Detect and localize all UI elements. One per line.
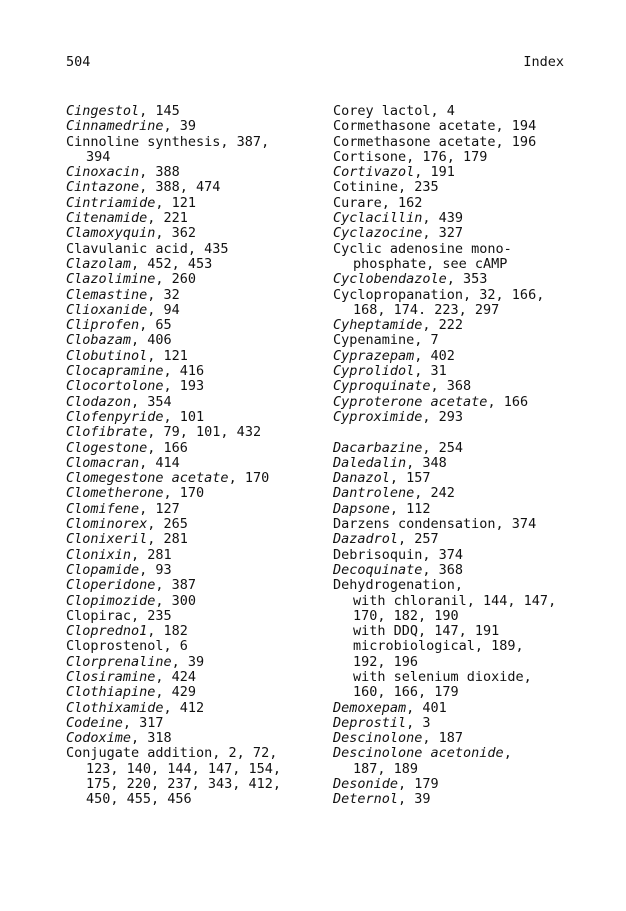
index-pages: , 429: [155, 684, 197, 701]
index-entry: [333, 517, 595, 532]
index-term: Cintazone: [66, 179, 140, 196]
index-term: Clopirac, 235: [66, 607, 172, 624]
index-pages: , 416: [163, 363, 205, 380]
index-term: 168, 174. 223, 297: [353, 301, 500, 318]
index-term: Dapsone: [333, 500, 390, 517]
index-pages: , 388: [139, 164, 180, 181]
index-term: Cloperidone: [66, 577, 156, 594]
index-term: 394: [86, 148, 111, 165]
page-number: 504: [66, 54, 91, 70]
index-entry: [66, 242, 324, 257]
index-subentry: [333, 594, 595, 609]
index-term: Clogestone: [66, 439, 148, 456]
index-pages: , 242: [414, 485, 455, 502]
index-pages: , 39: [163, 118, 197, 135]
index-entry: [333, 731, 595, 746]
index-entry: [333, 349, 595, 364]
index-entry: [333, 196, 595, 211]
index-pages: , 317: [122, 714, 164, 731]
index-term: Cypenamine, 7: [333, 332, 439, 349]
index-entry: [333, 180, 595, 195]
page-header: [66, 54, 564, 74]
index-term: Cinnamedrine: [66, 118, 164, 135]
index-pages: , 145: [139, 103, 180, 119]
index-pages: , 157: [389, 470, 431, 487]
index-subentry: [333, 762, 595, 777]
index-term: Cyclic adenosine mono-: [333, 240, 512, 257]
index-pages: , 112: [389, 500, 431, 517]
index-subentry: [333, 257, 595, 272]
index-subentry: [333, 670, 595, 685]
index-term: Cyclazocine: [333, 225, 423, 242]
index-entry: [66, 288, 324, 303]
index-entry: [66, 333, 324, 348]
index-pages: , 179: [398, 776, 439, 793]
index-term: Cloprostenol, 6: [66, 638, 188, 655]
index-entry: [333, 502, 595, 517]
index-entry: [333, 364, 595, 379]
index-term: Codeine: [66, 714, 123, 731]
index-entry: [333, 318, 595, 333]
index-entry: [333, 395, 595, 410]
index-term: Dazadrol: [333, 531, 399, 548]
index-subentry: [333, 609, 595, 624]
index-term: 187, 189: [353, 760, 419, 777]
index-entry: [333, 288, 595, 303]
index-entry: [66, 303, 324, 318]
index-pages: , 170: [228, 470, 270, 487]
index-entry: [66, 318, 324, 333]
index-term: Cortivazol: [333, 164, 415, 181]
index-entry: [66, 746, 324, 761]
index-pages: , 362: [155, 225, 197, 242]
index-term: Cyproquinate: [333, 378, 431, 395]
index-term: phosphate, see cAMP: [353, 255, 508, 272]
index-term: 192, 196: [353, 653, 419, 670]
index-pages: , 32: [147, 286, 180, 303]
index-entry: [333, 777, 595, 792]
index-entry: [333, 410, 595, 425]
index-pages: , 94: [147, 301, 180, 318]
index-subentry: [333, 303, 595, 318]
index-term: with chloranil, 144, 147,: [353, 592, 557, 609]
index-term: Cyclacillin: [333, 210, 423, 227]
index-subentry: [333, 624, 595, 639]
index-term: Cyclopropanation, 32, 166,: [333, 286, 545, 303]
index-term: Desonide: [333, 776, 399, 793]
index-term: Dantrolene: [333, 485, 415, 502]
index-pages: , 121: [155, 194, 197, 211]
index-entry: [66, 441, 324, 456]
index-entry: [333, 242, 595, 257]
index-term: Descinolone: [333, 730, 423, 747]
index-pages: , 401: [406, 699, 447, 716]
index-term: Clodazon: [66, 393, 132, 410]
index-entry: [333, 486, 595, 501]
index-entry: [66, 364, 324, 379]
index-term: Clamoxyquin: [66, 225, 156, 242]
index-entry: [333, 226, 595, 241]
index-entry: [66, 670, 324, 685]
index-pages: , 39: [171, 653, 205, 670]
index-pages: , 406: [131, 332, 172, 349]
index-entry: [66, 609, 324, 624]
index-entry: [333, 119, 595, 134]
index-entry: [66, 548, 324, 563]
index-term: Cliprofen: [66, 317, 140, 334]
index-term: Clofibrate: [66, 424, 148, 441]
index-entry: [66, 257, 324, 272]
index-pages: , 127: [139, 500, 180, 517]
index-term: Clonixin: [66, 546, 132, 563]
index-entry: [66, 349, 324, 364]
index-pages: , 414: [139, 454, 180, 471]
index-subentry: [66, 777, 324, 792]
index-term: Clomifene: [66, 500, 140, 517]
index-entry: [66, 395, 324, 410]
index-term: Cinoxacin: [66, 164, 140, 181]
index-term: Clorprenaline: [66, 653, 172, 670]
index-term: Clocapramine: [66, 363, 164, 380]
index-entry: [333, 578, 595, 593]
index-term: Clomacran: [66, 454, 140, 471]
index-entry: [333, 548, 595, 563]
index-pages: , 257: [398, 531, 439, 548]
index-entry: [333, 792, 595, 807]
index-entry: [333, 532, 595, 547]
index-entry: [66, 563, 324, 578]
index-term: Clavulanic acid, 435: [66, 240, 229, 257]
index-entry: [333, 701, 595, 716]
index-term: Debrisoquin, 374: [333, 546, 464, 563]
index-pages: , 281: [147, 531, 188, 548]
index-term: Cyclobendazole: [333, 271, 447, 288]
index-term: Clometherone: [66, 485, 164, 502]
index-entry: [333, 150, 595, 165]
index-term: Clopredno1: [66, 623, 148, 640]
index-subentry: [66, 762, 324, 777]
index-entry: [66, 119, 324, 134]
index-term: Codoxime: [66, 730, 132, 747]
index-pages: , 265: [147, 516, 188, 533]
index-term: Cyproterone acetate: [333, 393, 488, 410]
index-term: Cortisone, 176, 179: [333, 148, 488, 165]
index-entry: [66, 165, 324, 180]
index-term: Clocortolone: [66, 378, 164, 395]
index-pages: ,: [503, 745, 512, 762]
index-term: 160, 166, 179: [353, 684, 459, 701]
index-entry: [66, 135, 324, 150]
index-entry: [333, 104, 595, 119]
index-pages: , 368: [430, 378, 472, 395]
index-term: Decoquinate: [333, 561, 423, 578]
index-entry: [66, 486, 324, 501]
index-pages: , 439: [422, 210, 464, 227]
index-pages: , 193: [163, 378, 205, 395]
index-term: Corey lactol, 4: [333, 103, 455, 119]
index-term: Daledalin: [333, 454, 407, 471]
index-term: Deternol: [333, 791, 399, 808]
index-entry: [333, 471, 595, 486]
index-term: Citenamide: [66, 210, 148, 227]
index-pages: , 31: [414, 363, 447, 380]
index-term: Descinolone acetonide: [333, 745, 504, 762]
index-entry: [66, 578, 324, 593]
index-pages: , 354: [131, 393, 172, 410]
index-term: Cyheptamide: [333, 317, 423, 334]
index-entry: [66, 226, 324, 241]
index-term: Clobazam: [66, 332, 132, 349]
index-term: 170, 182, 190: [353, 607, 459, 624]
index-entry: [66, 410, 324, 425]
index-pages: , 368: [422, 561, 464, 578]
index-entry: [66, 517, 324, 532]
index-entry: [66, 716, 324, 731]
index-term: 123, 140, 144, 147, 154,: [86, 760, 282, 777]
index-entry: [333, 746, 595, 761]
index-term: Clazolimine: [66, 271, 156, 288]
index-entry: [66, 471, 324, 486]
index-entry: [333, 379, 595, 394]
index-term: Clopamide: [66, 561, 140, 578]
index-pages: , 293: [422, 408, 464, 425]
index-pages: , 221: [147, 210, 188, 227]
index-pages: , 182: [147, 623, 188, 640]
index-entry: [66, 685, 324, 700]
index-term: with selenium dioxide,: [353, 668, 532, 685]
index-pages: , 424: [155, 668, 197, 685]
index-term: Clemastine: [66, 286, 148, 303]
index-term: Cormethasone acetate, 196: [333, 133, 537, 150]
index-pages: , 327: [422, 225, 464, 242]
index-entry: [66, 104, 324, 119]
index-subentry: [333, 639, 595, 654]
index-entry: [333, 165, 595, 180]
index-entry: [333, 456, 595, 471]
index-pages: , 3: [406, 714, 431, 731]
index-term: with DDQ, 147, 191: [353, 623, 500, 640]
index-pages: , 388, 474: [139, 179, 221, 196]
index-term: Dacarbazine: [333, 439, 423, 456]
index-pages: , 166: [147, 439, 188, 456]
index-entry: [333, 272, 595, 287]
index-term: Clothixamide: [66, 699, 164, 716]
index-entry: [66, 701, 324, 716]
index-pages: , 93: [139, 561, 172, 578]
index-entry: [66, 456, 324, 471]
index-term: Demoxepam: [333, 699, 407, 716]
index-term: Cormethasone acetate, 194: [333, 118, 537, 135]
index-entry: [333, 563, 595, 578]
index-column-right: [333, 104, 595, 808]
index-term: Clioxanide: [66, 301, 148, 318]
index-term: 450, 455, 456: [86, 791, 192, 808]
index-subentry: [66, 150, 324, 165]
index-subentry: [333, 655, 595, 670]
index-pages: , 318: [131, 730, 172, 747]
index-entry: [66, 731, 324, 746]
index-term: Closiramine: [66, 668, 156, 685]
index-term: Danazol: [333, 470, 390, 487]
index-term: Clothiapine: [66, 684, 156, 701]
index-pages: , 260: [155, 271, 197, 288]
index-entry: [66, 196, 324, 211]
index-pages: , 166: [487, 393, 529, 410]
index-entry: [333, 441, 595, 456]
index-entry: [333, 716, 595, 731]
index-entry: [66, 639, 324, 654]
index-term: Clominorex: [66, 516, 148, 533]
index-pages: , 187: [422, 730, 464, 747]
index-entry: [66, 502, 324, 517]
index-term: Cyproximide: [333, 408, 423, 425]
index-pages: , 300: [155, 592, 197, 609]
index-pages: , 412: [163, 699, 205, 716]
index-term: Cyprolidol: [333, 363, 415, 380]
index-pages: , 191: [414, 164, 455, 181]
index-pages: , 79, 101, 432: [147, 424, 262, 441]
index-pages: , 65: [139, 317, 172, 334]
index-entry: [66, 272, 324, 287]
index-entry: [66, 180, 324, 195]
index-term: Clofenpyride: [66, 408, 164, 425]
index-term: microbiological, 189,: [353, 638, 524, 655]
index-pages: , 353: [446, 271, 488, 288]
index-term: Conjugate addition, 2, 72,: [66, 745, 278, 762]
index-pages: , 348: [406, 454, 447, 471]
index-term: Cintriamide: [66, 194, 156, 211]
index-entry: [66, 594, 324, 609]
index-pages: , 121: [147, 347, 188, 364]
index-pages: , 101: [163, 408, 205, 425]
section-title: Index: [523, 54, 564, 70]
index-pages: , 402: [414, 347, 455, 364]
index-term: 175, 220, 237, 343, 412,: [86, 776, 282, 793]
index-entry: [333, 211, 595, 226]
index-term: Clomegestone acetate: [66, 470, 229, 487]
index-pages: , 387: [155, 577, 197, 594]
entry-gap: [333, 425, 595, 440]
index-pages: , 170: [163, 485, 205, 502]
index-pages: , 281: [131, 546, 172, 563]
index-term: Cinnoline synthesis, 387,: [66, 133, 270, 150]
index-term: Deprostil: [333, 714, 407, 731]
index-term: Dehydrogenation,: [333, 577, 464, 594]
index-pages: , 39: [398, 791, 431, 808]
index-entry: [66, 379, 324, 394]
index-term: Clazolam: [66, 255, 132, 272]
index-term: Clonixeril: [66, 531, 148, 548]
index-term: Cingestol: [66, 103, 140, 119]
index-entry: [66, 532, 324, 547]
index-entry: [333, 135, 595, 150]
index-term: Cotinine, 235: [333, 179, 439, 196]
index-pages: , 222: [422, 317, 464, 334]
index-subentry: [66, 792, 324, 807]
index-subentry: [333, 685, 595, 700]
index-pages: , 254: [422, 439, 464, 456]
index-entry: [333, 333, 595, 348]
index-term: Cyprazepam: [333, 347, 415, 364]
index-entry: [66, 624, 324, 639]
index-term: Clopimozide: [66, 592, 156, 609]
index-pages: , 452, 453: [131, 255, 213, 272]
index-entry: [66, 211, 324, 226]
index-term: Curare, 162: [333, 194, 423, 211]
index-entry: [66, 425, 324, 440]
index-column-left: [66, 104, 324, 808]
index-term: Clobutinol: [66, 347, 148, 364]
index-entry: [66, 655, 324, 670]
index-term: Darzens condensation, 374: [333, 516, 537, 533]
